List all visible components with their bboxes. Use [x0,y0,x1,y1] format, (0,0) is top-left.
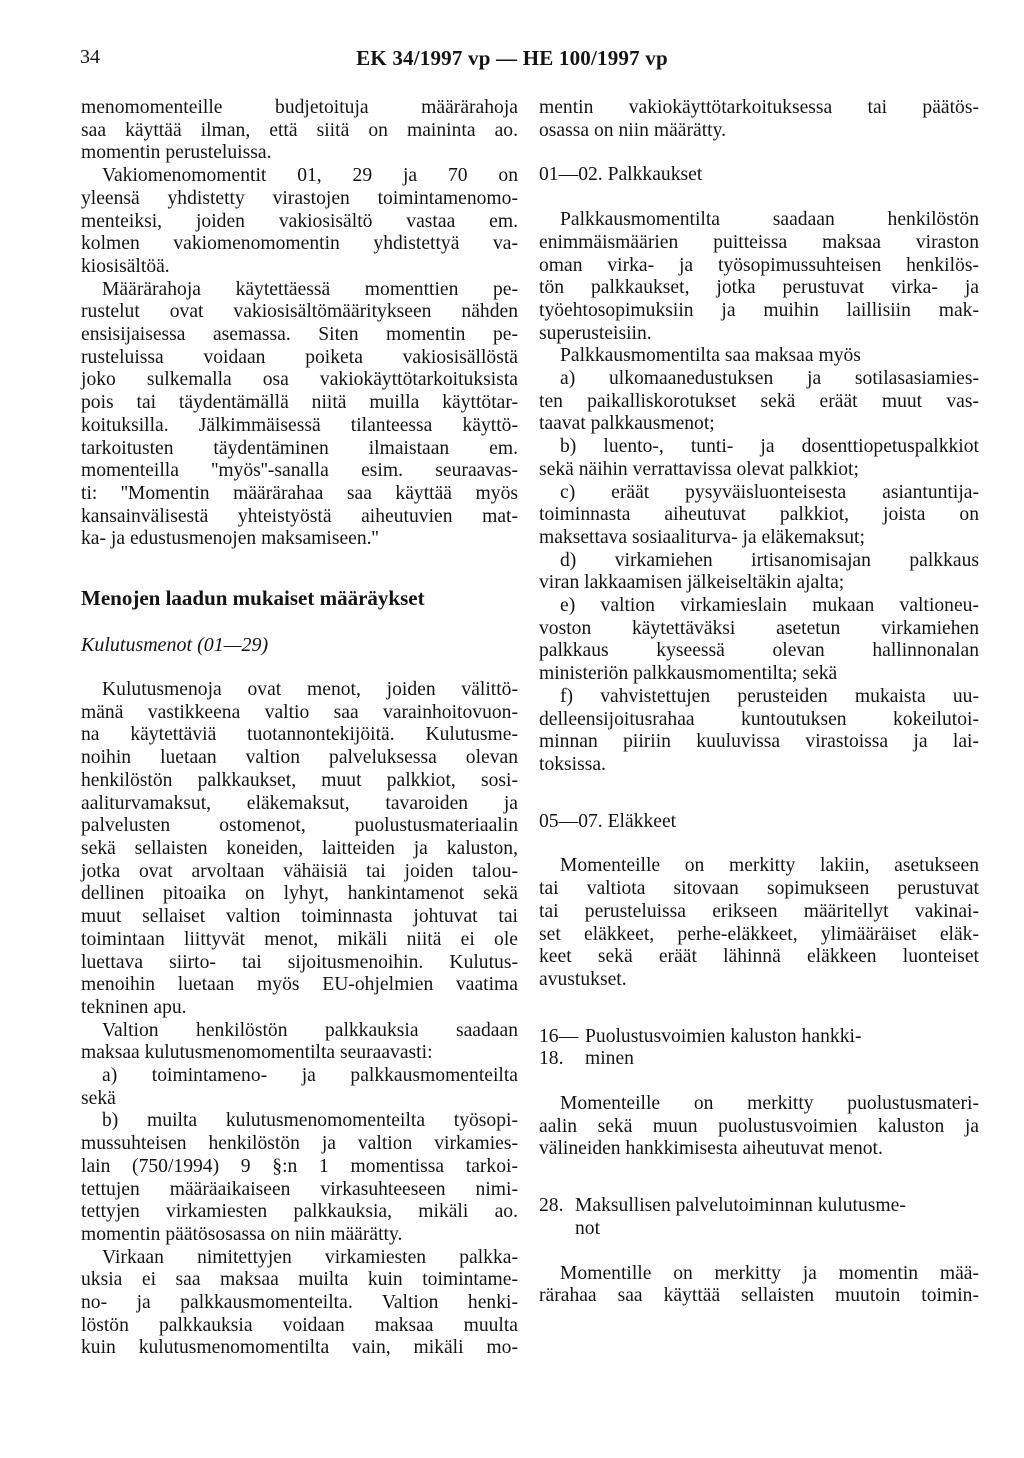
text-line: ka- ja edustusmenojen maksamiseen.'' [81,528,379,550]
text-line: tai valtiota sitovaan sopimukseen perustuvat [539,878,979,900]
running-title: EK 34/1997 vp — HE 100/1997 vp [356,46,668,70]
text-line: tarkoitusten täydentäminen ilmaistaan em. [81,437,518,459]
text-line: kiosisältöä. [81,255,170,277]
page-header [0,46,1024,76]
list-item [539,368,979,436]
text-line: tettujen määräaikaiseen virkasuhteeseen nimi- [81,1178,518,1200]
list-item [539,686,979,777]
paragraph [539,1263,979,1308]
heading-number: 16—18. [539,1025,579,1070]
subsection-heading: 05—07. Eläkkeet [539,810,677,832]
text-line: ensisijaisessa asemassa. Siten momentin pe- [81,324,518,346]
text-line: löstön palkkauksia voidaan maksaa muulta [81,1314,518,1336]
text-line: rustelut ovat vakiosisältömääritykseen nähden [81,301,518,323]
text-line: momenteilla ''myös''-sanalla esim. seuraavas- [81,460,518,482]
text-line: mussuhteisen henkilöstön ja valtion virkamies- [81,1133,518,1155]
page-number: 34 [80,46,100,68]
text-line: na käytettäviä tuotannontekijöitä. Kulutusme- [81,724,518,746]
paragraph [81,165,518,279]
text-line: Puolustusvoimien kaluston hankki- [585,1025,862,1047]
text-line: välineiden hankkimisesta aiheutuvat menot. [539,1138,883,1160]
text-line: ti: ''Momentin määrärahaa saa käyttää myös [81,482,518,504]
text-line: kansainvälisestä yhteistyöstä aiheutuvien mat- [81,505,518,527]
text-line: menoihin luetaan myös EU-ohjelmien vaatima [81,974,518,996]
text-line: avustukset. [539,968,627,990]
text-line: menteiksi, joiden vakiosisältö vastaa em. [81,210,518,232]
text-line: Momentille on merkitty ja momentin mää- [560,1262,979,1284]
list-item [539,550,979,595]
text-line: c) eräät pysyväisluonteisesta asiantuntija- [560,481,979,503]
text-line: minnan piiriin kuuluvissa virastoissa ja lai- [539,731,979,753]
text-line: sekä [81,1087,116,1109]
text-line: superusteisiin. [539,322,652,344]
text-line: osassa on niin määrätty. [539,119,727,141]
text-line: b) luento-, tunti- ja dosenttiopetuspalkkiot [560,436,979,458]
text-line: oman virka- ja työsopimussuhteisen henkilös- [539,254,979,276]
paragraph [539,209,979,345]
text-line: pois tai täydentämällä niitä muilla käyttötar- [81,392,518,414]
text-line: Palkkausmomentilta saa maksaa myös [560,345,861,367]
text-line: saa käyttää ilman, että siitä on maininta ao. [81,119,518,141]
paragraph [81,679,518,1020]
text-line: set eläkkeet, perhe-eläkkeet, ylimääräiset eläk- [539,923,979,945]
paragraph [539,345,979,368]
text-line: noihin luetaan valtion palveluksessa olevan [81,747,518,769]
text-line: koituksilla. Jälkimmäisessä tilanteessa käyttö- [81,414,518,436]
text-line: rusteluissa voidaan poiketa vakiosisällöstä [81,346,518,368]
text-line: Määrärahoja käytettäessä momenttien pe- [102,278,518,300]
text-line: rärahaa saa käyttää sellaisten muutoin toimin- [539,1285,979,1307]
paragraph [81,1020,518,1065]
subsection-heading [539,1026,979,1071]
section-heading: Menojen laadun mukaiset määräykset [81,586,425,611]
text-line: lain (750/1994) 9 §:n 1 momentissa tarkoi- [81,1155,518,1177]
subheading: Kulutusmenot (01—29) [81,634,269,657]
text-line: d) virkamiehen irtisanomisajan palkkaus [560,549,979,571]
text-line: sekä sellaisten koneiden, laitteiden ja kaluston, [81,837,518,859]
text-line: mänä vastikkeena valtio saa varainhoitovuon- [81,701,518,723]
text-line: maksaa kulutusmenomomentilta seuraavasti: [81,1042,433,1064]
text-line: momentin perusteluissa. [81,142,272,164]
text-line: luettava siirto- tai sijoitusmenoihin. Kulutus- [81,951,518,973]
paragraph [81,279,518,551]
text-line: Momenteille on merkitty lakiin, asetukseen [560,855,979,877]
text-line: Virkaan nimitettyjen virkamiesten palkka- [102,1246,518,1268]
paragraph [539,1093,979,1161]
text-line: joko sulkemalla osa vakiokäyttötarkoituksista [81,369,518,391]
text-line: toimintaan liittyvät menot, mikäli niitä ei ole [81,928,518,950]
list-item [539,482,979,550]
list-item [81,1065,518,1110]
text-line: muut sellaiset valtion toiminnasta johtuvat tai [81,906,518,928]
text-line: Maksullisen palvelutoiminnan kulutusme- [575,1195,906,1217]
text-line: b) muilta kulutusmenomomenteilta työsopi- [102,1110,518,1132]
text-line: no- ja palkkausmomenteilta. Valtion henki- [81,1292,518,1314]
text-line: tettyjen virkamiesten palkkauksia, mikäli ao. [81,1201,518,1223]
paragraph [539,97,979,142]
text-line: minen [585,1048,634,1070]
text-line: palvelusten ostomenot, puolustusmateriaalin [81,815,518,837]
text-line: not [575,1217,601,1239]
subsection-heading [539,1195,979,1240]
text-line: dellinen pitoaika on lyhyt, hankintamenot sekä [81,883,518,905]
text-line: e) valtion virkamieslain mukaan valtioneu- [560,595,979,617]
text-line: voston käytettäväksi asetetun virkamiehen [539,617,979,639]
right-column [539,97,979,1308]
text-line: kolmen vakiomenomomentin yhdistettyä va- [81,233,518,255]
left-column [81,97,518,1360]
text-line: aalin sekä muun puolustusvoimien kaluston ja [539,1115,979,1137]
text-line: työehtosopimuksiin ja muihin laillisiin mak- [539,299,979,321]
text-line: aaliturvamaksut, eläkemaksut, tavaroiden ja [81,792,518,814]
paragraph [81,97,518,165]
text-line: sekä näihin verrattavissa olevat palkkiot; [539,458,859,480]
text-line: henkilöstön palkkaukset, muut palkkiot, sosi- [81,769,518,791]
text-line: ten paikalliskorotukset sekä eräät muut vas- [539,390,979,412]
text-line: toksissa. [539,753,606,775]
text-line: jotka ovat arvoltaan vähäisiä tai joiden talou- [81,860,518,882]
text-line: taavat palkkausmenot; [539,413,715,435]
text-line: tön palkkaukset, jotka perustuvat virka- ja [539,277,979,299]
text-line: maksettava sosiaaliturva- ja eläkemaksut; [539,526,865,548]
text-line: ministeriön palkkausmomentilta; sekä [539,663,838,685]
text-line: menomomenteille budjetoituja määrärahoja [81,97,518,118]
list-item [539,436,979,481]
text-line: uksia ei saa maksaa muilta kuin toimintame- [81,1269,518,1291]
subsection-heading: 01—02. Palkkaukset [539,164,703,186]
paragraph [81,1247,518,1361]
text-line: keet sekä eräät lähinnä eläkkeen luonteiset [539,946,979,968]
text-line: Kulutusmenoja ovat menot, joiden välittö- [102,679,518,701]
heading-number: 28. [539,1195,564,1217]
text-line: tai perusteluissa erikseen määritellyt vakinai- [539,900,979,922]
text-line: toiminnasta aiheutuvat palkkiot, joista on [539,504,979,526]
text-line: tekninen apu. [81,996,187,1018]
text-line: viran lakkaamisen jälkeiseltäkin ajalta; [539,572,845,594]
text-line: f) vahvistettujen perusteiden mukaista uu- [560,685,979,707]
paragraph [539,855,979,991]
text-line: a) ulkomaanedustuksen ja sotilasasiamies- [560,368,979,390]
list-item [539,595,979,686]
text-line: momentin päätösosassa on niin määrätty. [81,1223,403,1245]
text-line: Momenteille on merkitty puolustusmateri- [560,1093,979,1115]
text-line: enimmäismäärien puitteissa maksaa viraston [539,231,979,253]
text-line: Vakiomenomomentit 01, 29 ja 70 on [102,165,518,187]
text-line: Valtion henkilöstön palkkauksia saadaan [102,1019,518,1041]
list-item [81,1110,518,1246]
text-line: Palkkausmomentilta saadaan henkilöstön [560,209,979,231]
text-line: kuin kulutusmenomomentilta vain, mikäli mo- [81,1337,518,1359]
text-line: yleensä yhdistetty virastojen toimintamenomo- [81,187,518,209]
text-line: a) toimintameno- ja palkkausmomenteilta [102,1065,518,1087]
text-line: palkkaus kyseessä olevan hallinnonalan [539,640,979,662]
text-line: delleensijoitusrahaa kuntoutuksen kokeilutoi- [539,708,979,730]
text-line: mentin vakiokäyttötarkoituksessa tai päätös- [539,97,979,118]
